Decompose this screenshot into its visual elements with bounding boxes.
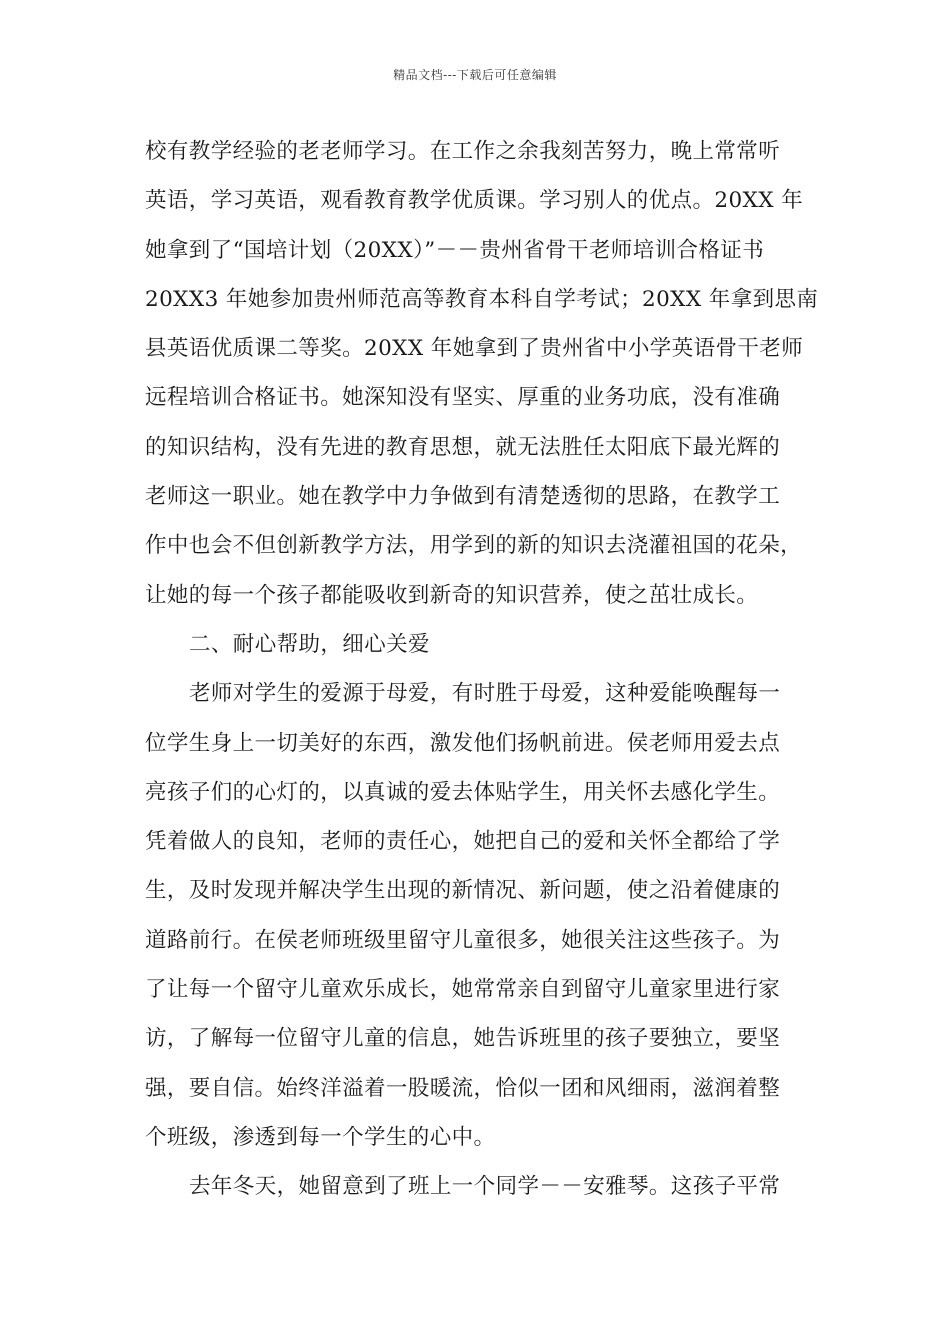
text-line: 位学生身上一切美好的东西，激发他们扬帆前进。侯老师用爱去点 — [145, 730, 781, 756]
text-line: 她拿到了“国培计划（20XX）”－－贵州省骨干老师培训合格证书 — [145, 237, 765, 263]
document-body — [145, 127, 819, 1212]
text-line: 生，及时发现并解决学生出现的新情况、新问题，使之沿着健康的 — [145, 878, 781, 904]
text-line: 亮孩子们的心灯的，以真诚的爱去体贴学生，用关怀去感化学生。 — [145, 779, 781, 805]
text-line: 个班级，渗透到每一个学生的心中。 — [145, 1124, 496, 1150]
text-line: 道路前行。在侯老师班级里留守儿童很多，她很关注这些孩子。为 — [145, 927, 781, 953]
text-line: 英语，学习英语，观看教育教学优质课。学习别人的优点。20XX 年 — [145, 188, 804, 214]
text-line: 去年冬天，她留意到了班上一个同学－－安雅琴。这孩子平常 — [189, 1174, 781, 1200]
text-line: 凭着做人的良知，老师的责任心，她把自己的爱和关怀全都给了学 — [145, 829, 781, 855]
text-line: 的知识结构，没有先进的教育思想，就无法胜任太阳底下最光辉的 — [145, 434, 781, 460]
text-line: 老师对学生的爱源于母爱，有时胜于母爱，这种爱能唤醒每一 — [189, 681, 781, 707]
text-line: 校有教学经验的老老师学习。在工作之余我刻苦努力，晚上常常听 — [145, 139, 781, 164]
text-line: 作中也会不但创新教学方法，用学到的新的知识去浇灌祖国的花朵， — [145, 533, 803, 559]
text-line: 老师这一职业。她在教学中力争做到有清楚透彻的思路，在教学工 — [145, 484, 781, 510]
text-line: 20XX3 年她参加贵州师范高等教育本科自学考试；20XX 年拿到思南 — [145, 286, 819, 312]
text-line: 了让每一个留守儿童欢乐成长，她常常亲自到留守儿童家里进行家 — [145, 977, 781, 1003]
text-line: 强，要自信。始终洋溢着一股暖流，恰似一团和风细雨，滋润着整 — [145, 1075, 781, 1101]
text-line: 县英语优质课二等奖。20XX 年她拿到了贵州省中小学英语骨干老师 — [145, 336, 804, 362]
section-heading: 二、耐心帮助，细心关爱 — [189, 631, 430, 657]
text-line: 让她的每一个孩子都能吸收到新奇的知识营养，使之茁壮成长。 — [145, 582, 759, 608]
page-header: 精品文档---下载后可任意编辑 — [393, 68, 557, 82]
text-line: 访，了解每一位留守儿童的信息，她告诉班里的孩子要独立，要坚 — [145, 1026, 781, 1052]
text-line: 远程培训合格证书。她深知没有坚实、厚重的业务功底，没有准确 — [145, 385, 781, 411]
